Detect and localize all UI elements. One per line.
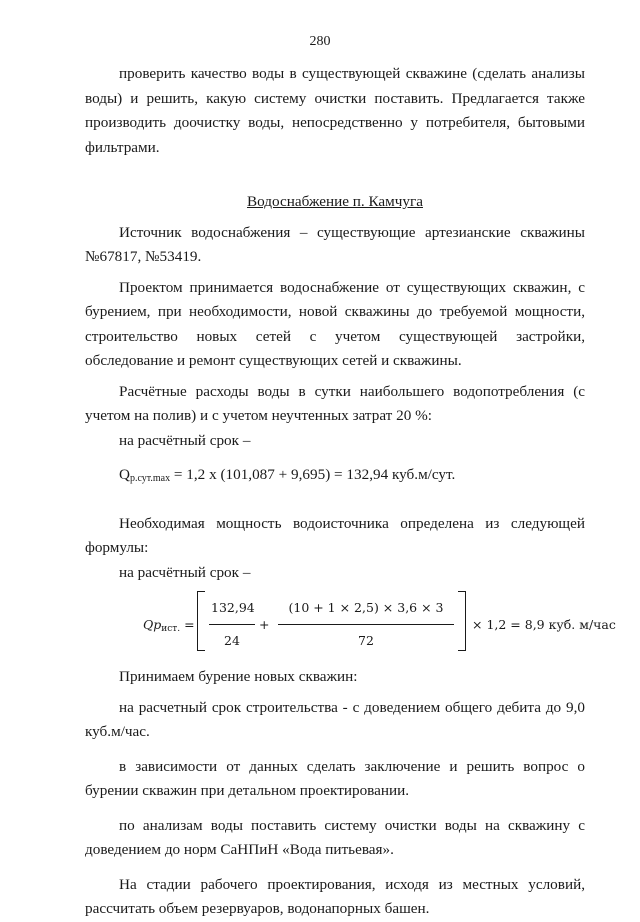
paragraph-water-treatment: по анализам воды поставить систему очистки воды на скважину с доведением до норм СаНПиН «Вода питьевая». [85, 816, 585, 858]
formula1-expression: = 1,2 x (101,087 + 9,695) = 132,94 куб.м/сут. [170, 466, 456, 483]
formula2-symbol: Qр [143, 617, 162, 632]
paragraph-construction-term: на расчетный срок строительства - с доведением общего дебита до 9,0 куб.м/час. [85, 698, 585, 740]
formula2-fraction-2 [278, 596, 454, 653]
formula2-subscript: ист. [161, 624, 181, 634]
page-number: 280 [309, 34, 331, 49]
paragraph-design-term-2: на расчётный срок – [119, 563, 251, 581]
formula2-left-bracket [197, 591, 205, 651]
paragraph-design-flow: Расчётные расходы воды в сутки наибольшего водопотребления (с учетом на полив) и с учетом неучтенных затрат 20 %: [85, 382, 585, 424]
formula2-result: × 1,2 = 8,9 куб. м/час [472, 617, 616, 632]
paragraph-project-plan: Проектом принимается водоснабжение от существующих скважин, с бурением, при необходимости, новой скважины до требуемой мощности, строительство новых сетей с учетом существующей застройки, обследование и ремонт существующих сетей и скважины. [85, 278, 585, 369]
paragraph-new-wells: Принимаем бурение новых скважин: [119, 668, 358, 685]
formula2-right-bracket [458, 591, 466, 651]
paragraph-water-quality: проверить качество воды в существующей скважине (сделать анализы воды) и решить, какую систему очистки поставить. Предлагается также производить доочистку воды, непосредственно у потребителя, бытовыми фильтрами. [85, 65, 585, 156]
paragraph-water-source: Источник водоснабжения – существующие артезианские скважины №67817, №53419. [85, 223, 585, 265]
fraction1-numerator: 132,94 [211, 600, 255, 615]
formula2-lhs [143, 613, 195, 642]
formula1-subscript: р.сут.max [129, 473, 171, 484]
paragraph-design-term-1: на расчётный срок – [119, 431, 251, 449]
paragraph-reservoirs: На стадии рабочего проектирования, исходя из местных условий, рассчитать объем резервуаров, водонапорных башен. [85, 875, 585, 917]
formula-daily-flow [85, 463, 585, 492]
fraction2-denominator: 72 [278, 624, 454, 654]
section-heading: Водоснабжение п. Камчуга [247, 193, 423, 210]
formula1-symbol: Q [119, 466, 130, 483]
formula2-plus: + [259, 617, 270, 632]
formula-source-capacity [85, 589, 616, 659]
document-body [85, 62, 616, 922]
formula2-equals: = [180, 617, 195, 632]
fraction2-numerator: (10 + 1 × 2,5) × 3,6 × 3 [288, 600, 444, 615]
fraction1-denominator: 24 [209, 624, 255, 654]
formula2-fraction-1 [209, 596, 255, 653]
paragraph-source-capacity: Необходимая мощность водоисточника определена из следующей формулы: [85, 514, 585, 556]
paragraph-conclusion: в зависимости от данных сделать заключение и решить вопрос о бурении скважин при детальном проектировании. [85, 757, 585, 799]
